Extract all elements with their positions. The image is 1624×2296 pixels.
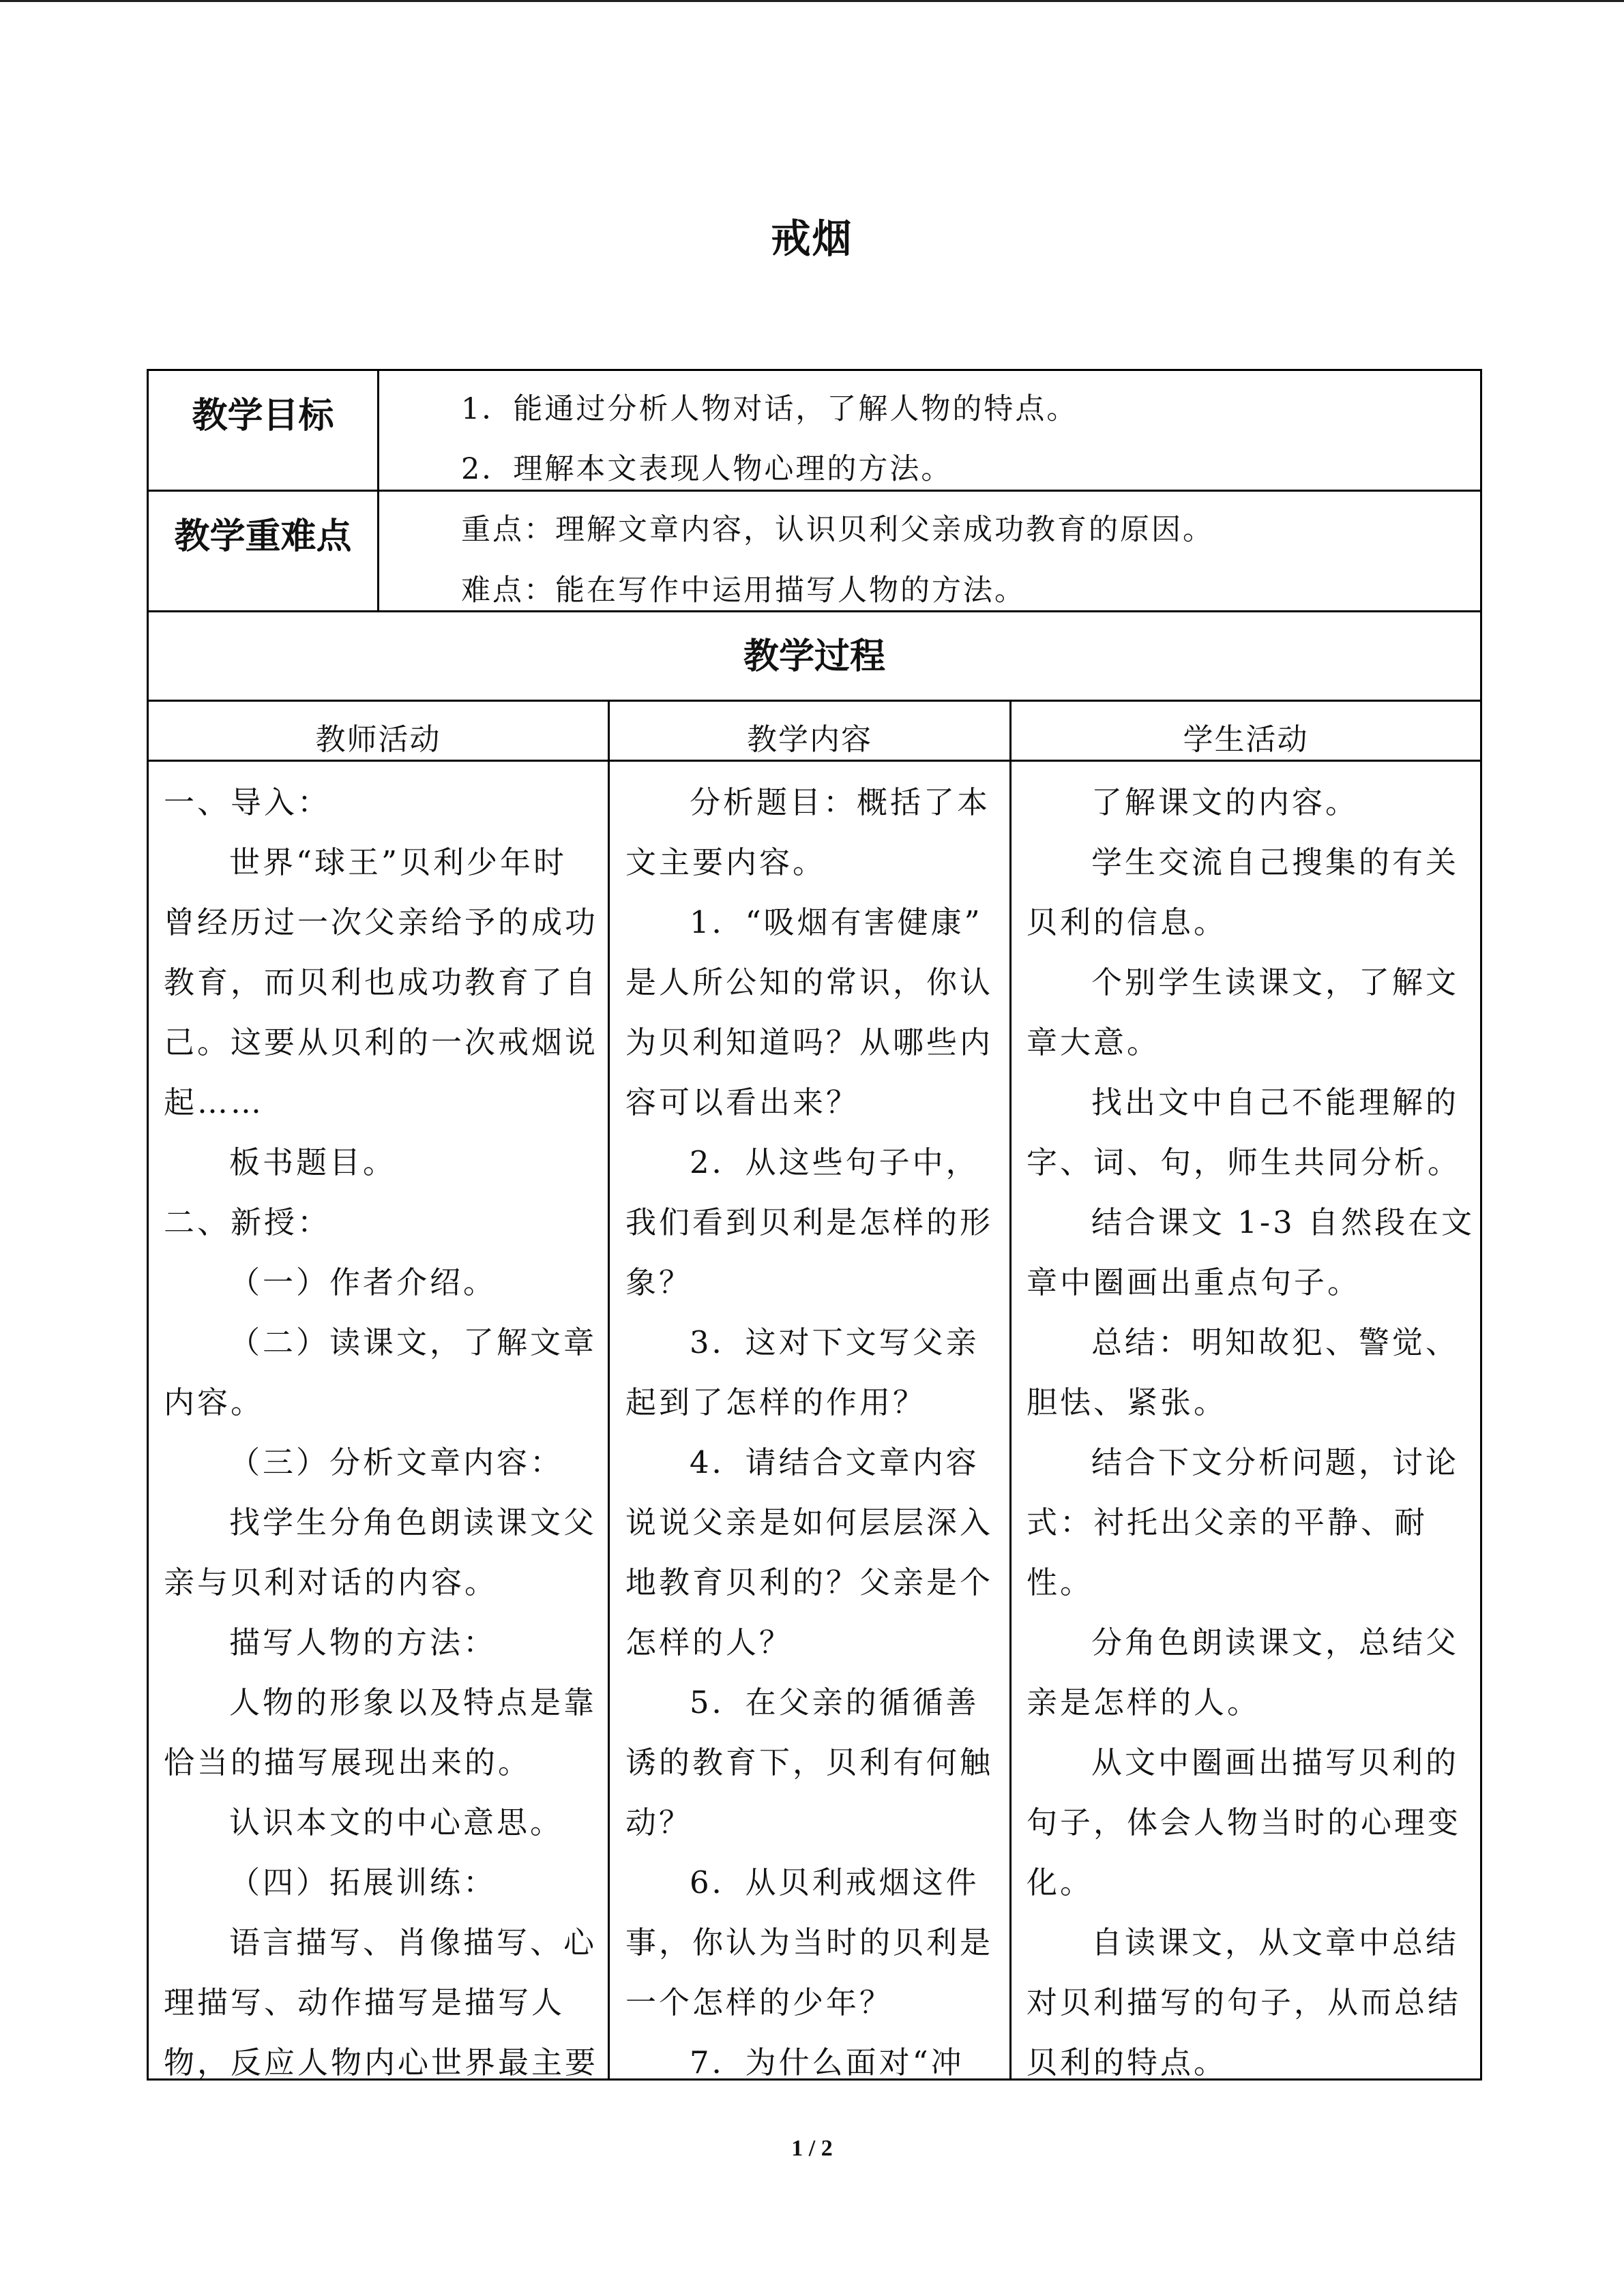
objective-line: 1．能通过分析人物对话，了解人物的特点。 <box>461 392 1078 426</box>
teacher-line: （二）读课文，了解文章 <box>229 1324 597 1360</box>
content-line: 3．这对下文写父亲 <box>690 1324 979 1360</box>
student-line: 分角色朗读课文，总结父 <box>1091 1624 1460 1660</box>
keypoint-line: 重点：理解文章内容，认识贝利父亲成功教育的原因。 <box>461 513 1214 547</box>
teacher-line: 己。这要从贝利的一次戒烟说 <box>164 1024 599 1060</box>
student-line: 贝利的信息。 <box>1027 904 1228 940</box>
content-line: 7．为什么面对“冲 <box>690 2044 964 2081</box>
student-line: 结合课文 1-3 自然段在文 <box>1091 1204 1475 1240</box>
student-line: 学生交流自己搜集的有关 <box>1091 844 1460 880</box>
teacher-line: 描写人物的方法： <box>229 1624 497 1660</box>
teacher-line: （三）分析文章内容： <box>229 1444 564 1480</box>
student-line: 性。 <box>1027 1564 1094 1600</box>
content-line: 动？ <box>625 1804 693 1840</box>
teacher-line: （一）作者介绍。 <box>229 1264 497 1300</box>
teacher-line: 内容。 <box>164 1384 265 1420</box>
teacher-line: 一、导入： <box>164 784 331 820</box>
content-line: 1．“吸烟有害健康” <box>690 904 983 940</box>
teacher-line: 人物的形象以及特点是靠 <box>229 1684 597 1720</box>
student-line: 从文中圈画出描写贝利的 <box>1091 1744 1460 1780</box>
content-line: 诱的教育下，贝利有何触 <box>625 1744 994 1780</box>
content-line: 是人所公知的常识，你认 <box>625 964 994 1000</box>
table-top-border <box>147 369 1482 371</box>
content-line: 我们看到贝利是怎样的形 <box>625 1204 994 1240</box>
teacher-line: （四）拓展训练： <box>229 1864 497 1900</box>
page-number: 1 / 2 <box>791 2136 833 2161</box>
teacher-line: 认识本文的中心意思。 <box>229 1804 564 1840</box>
table-divider-process <box>147 700 1482 702</box>
student-line: 章大意。 <box>1027 1024 1161 1060</box>
teacher-line: 二、新授： <box>164 1204 331 1240</box>
content-line: 分析题目：概括了本 <box>690 784 991 820</box>
table-column-divider-1 <box>608 700 610 2081</box>
teacher-line: 亲与贝利对话的内容。 <box>164 1564 499 1600</box>
page-title: 戒烟 <box>771 215 853 262</box>
teacher-line: 板书题目。 <box>229 1144 397 1180</box>
content-line: 一个怎样的少年？ <box>625 1984 894 2021</box>
teacher-line: 物，反应人物内心世界最主要 <box>164 2044 599 2081</box>
content-line: 为贝利知道吗？从哪些内 <box>625 1024 994 1060</box>
teacher-line: 理描写、动作描写是描写人 <box>164 1984 565 2021</box>
process-section-title: 教学过程 <box>743 636 885 677</box>
student-line: 了解课文的内容。 <box>1091 784 1359 820</box>
student-line: 胆怯、紧张。 <box>1027 1384 1228 1420</box>
content-line: 事，你认为当时的贝利是 <box>625 1924 994 1960</box>
student-line: 亲是怎样的人。 <box>1027 1684 1261 1720</box>
table-label-divider <box>377 369 379 612</box>
content-line: 4．请结合文章内容 <box>690 1444 979 1480</box>
student-column-header: 学生活动 <box>1183 722 1309 757</box>
student-line: 贝利的特点。 <box>1027 2044 1228 2081</box>
content-line: 起到了怎样的作用？ <box>625 1384 927 1420</box>
content-line: 2．从这些句子中， <box>690 1144 979 1180</box>
teacher-line: 曾经历过一次父亲给予的成功 <box>164 904 599 940</box>
student-line: 结合下文分析问题，讨论 <box>1091 1444 1460 1480</box>
content-line: 地教育贝利的？父亲是个 <box>625 1564 994 1600</box>
teacher-line: 语言描写、肖像描写、心 <box>229 1924 597 1960</box>
teacher-line: 恰当的描写展现出来的。 <box>164 1744 532 1780</box>
student-line: 字、词、句，师生共同分析。 <box>1027 1144 1462 1180</box>
student-line: 章中圈画出重点句子。 <box>1027 1264 1361 1300</box>
keypoints-label: 教学重难点 <box>174 516 352 557</box>
student-line: 对贝利描写的句子，从而总结 <box>1027 1984 1462 2021</box>
content-line: 容可以看出来？ <box>625 1084 860 1120</box>
content-line: 文主要内容。 <box>625 844 827 880</box>
top-border-line <box>0 0 1624 2</box>
student-line: 化。 <box>1027 1864 1094 1900</box>
objectives-label: 教学目标 <box>192 396 334 436</box>
content-line: 5．在父亲的循循善 <box>690 1684 979 1720</box>
student-line: 找出文中自己不能理解的 <box>1091 1084 1460 1120</box>
content-line: 怎样的人？ <box>625 1624 793 1660</box>
student-line: 总结：明知故犯、警觉、 <box>1091 1324 1460 1360</box>
content-column-header: 教学内容 <box>747 722 872 757</box>
student-line: 句子，体会人物当时的心理变 <box>1027 1804 1462 1840</box>
teacher-line: 教育，而贝利也成功教育了自 <box>164 964 599 1000</box>
student-line: 自读课文，从文章中总结 <box>1091 1924 1460 1960</box>
student-line: 个别学生读课文，了解文 <box>1091 964 1460 1000</box>
content-line: 6．从贝利戒烟这件 <box>690 1864 979 1900</box>
teacher-line: 世界“球王”贝利少年时 <box>229 844 567 880</box>
teacher-line: 找学生分角色朗读课文父 <box>229 1504 597 1540</box>
table-right-border <box>1480 369 1482 2081</box>
content-line: 象？ <box>625 1264 693 1300</box>
keypoint-line: 难点：能在写作中运用描写人物的方法。 <box>461 573 1026 608</box>
teacher-column-header: 教师活动 <box>315 722 441 757</box>
content-line: 说说父亲是如何层层深入 <box>625 1504 994 1540</box>
objective-line: 2．理解本文表现人物心理的方法。 <box>461 452 953 486</box>
teacher-line: 起…… <box>164 1084 265 1120</box>
table-column-divider-2 <box>1009 700 1012 2081</box>
student-line: 式：衬托出父亲的平静、耐 <box>1027 1504 1428 1540</box>
